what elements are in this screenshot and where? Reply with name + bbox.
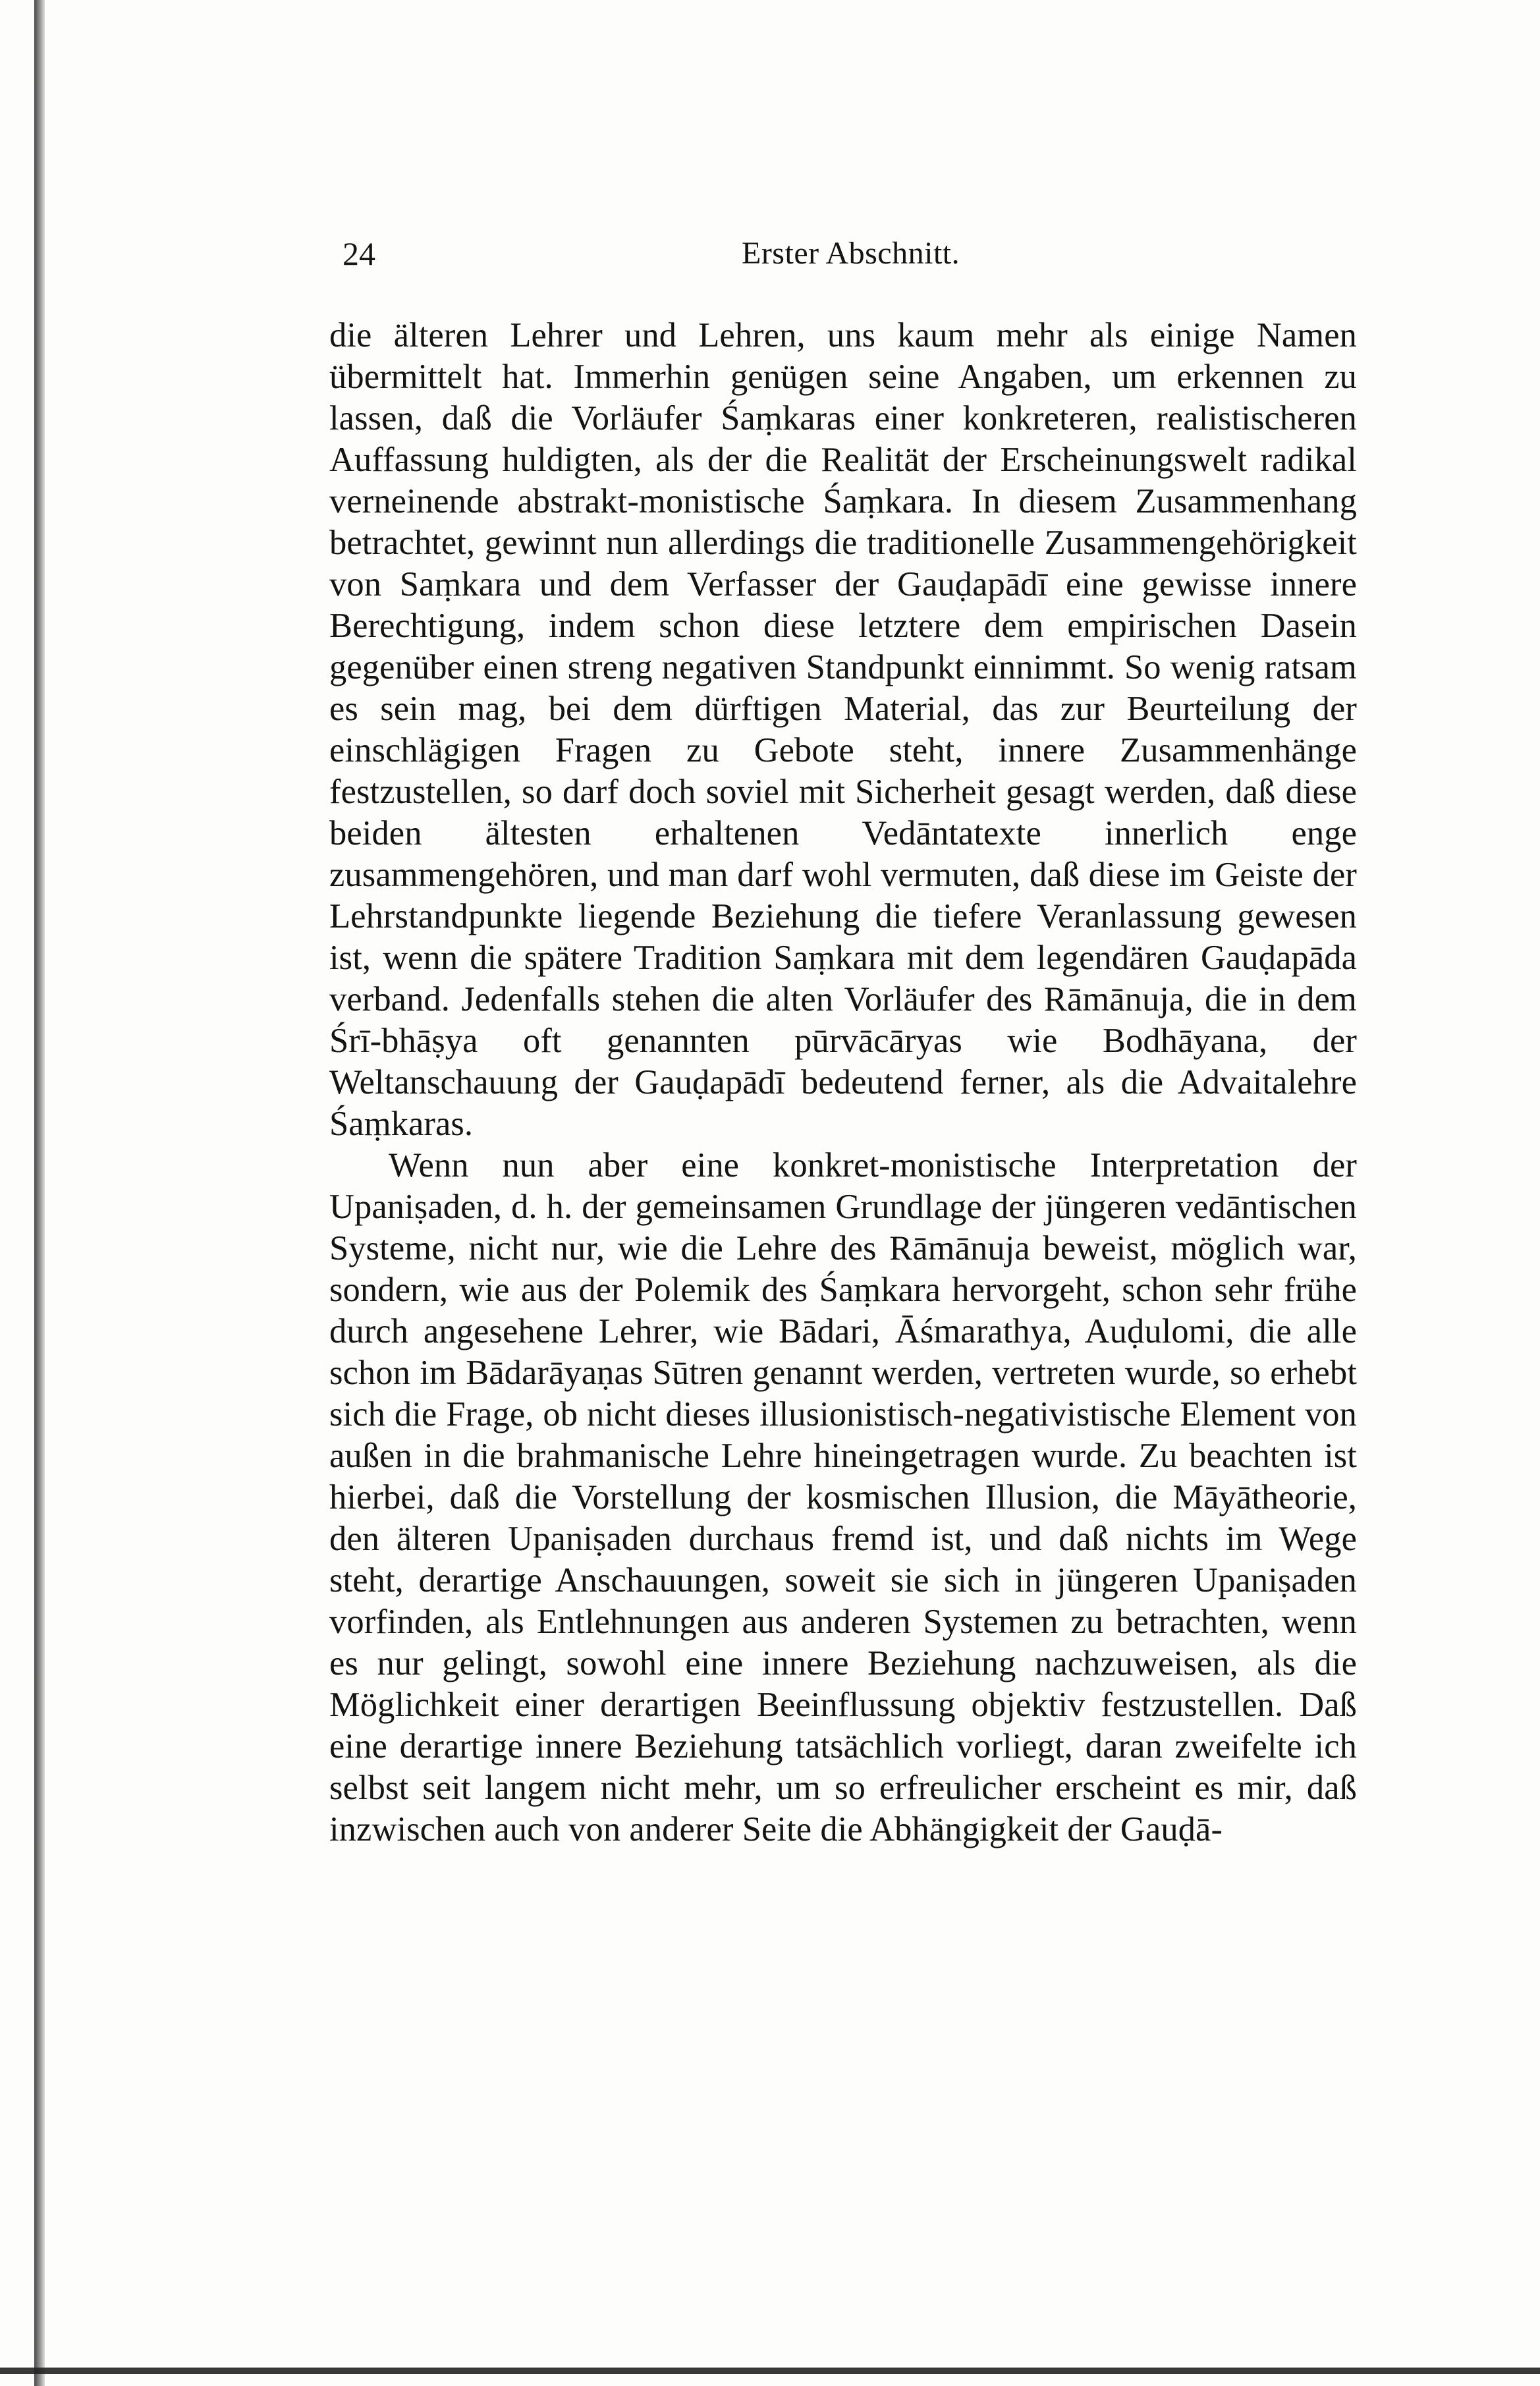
body-text: [329, 315, 1357, 1850]
section-title: Erster Abschnitt.: [742, 236, 960, 271]
scan-edge-bottom: [0, 2368, 1540, 2374]
paragraph-1: die älteren Lehrer und Lehren, uns kaum mehr als einige Namen übermittelt hat. Immerhin genügen seine Angaben, um erkennen zu lassen, daß die Vorläufer Śaṃkaras einer konkreteren, realistischeren Auffassung huldigten, als der die Realität der Erscheinungswelt radikal verneinende abstrakt-monistische Śaṃkara. In diesem Zusammenhang betrachtet, gewinnt nun allerdings die traditionelle Zusammengehörigkeit von Saṃkara und dem Verfasser der Gauḍapādī eine gewisse innere Berechtigung, indem schon diese letztere dem empirischen Dasein gegenüber einen streng negativen Standpunkt einnimmt. So wenig ratsam es sein mag, bei dem dürftigen Material, das zur Beurteilung der einschlägigen Fragen zu Gebote steht, innere Zusammenhänge festzustellen, so darf doch soviel mit Sicherheit gesagt werden, daß diese beiden ältesten erhaltenen Vedāntatexte innerlich enge zusammengehören, und man darf wohl vermuten, daß diese im Geiste der Lehrstandpunkte liegende Beziehung die tiefere Veranlassung gewesen ist, wenn die spätere Tradition Saṃkara mit dem legendären Gauḍapāda verband. Jedenfalls stehen die alten Vorläufer des Rāmānuja, die in dem Śrī-bhāṣya oft genannten pūrvācāryas wie Bodhāyana, der Weltanschauung der Gauḍapādī bedeutend ferner, als die Advaitalehre Śaṃkaras.: [329, 316, 1357, 1143]
page-number: 24: [343, 235, 375, 272]
paragraph-2: Wenn nun aber eine konkret-monistische Interpretation der Upaniṣaden, d. h. der gemeinsamen Grundlage der jüngeren vedāntischen Systeme, nicht nur, wie die Lehre des Rāmānuja beweist, möglich war, sondern, wie aus der Polemik des Śaṃkara hervorgeht, schon sehr frühe durch angesehene Lehrer, wie Bādari, Āśmarathya, Auḍulomi, die alle schon im Bādarāyaṇas Sūtren genannt werden, vertreten wurde, so erhebt sich die Frage, ob nicht dieses illusionistisch-negativistische Element von außen in die brahmanische Lehre hineingetragen wurde. Zu beachten ist hierbei, daß die Vorstellung der kosmischen Illusion, die Māyātheorie, den älteren Upaniṣaden durchaus fremd ist, und daß nichts im Wege steht, derartige Anschauungen, soweit sie sich in jüngeren Upaniṣaden vorfinden, als Entlehnungen aus anderen Systemen zu betrachten, wenn es nur gelingt, sowohl eine innere Beziehung nachzuweisen, als die Möglichkeit einer derartigen Beeinflussung objektiv festzustellen. Daß eine derartige innere Beziehung tatsächlich vorliegt, daran zweifelte ich selbst seit langem nicht mehr, um so erfreulicher erscheint es mir, daß inzwischen auch von anderer Seite die Abhängigkeit der Gauḍā-: [329, 1146, 1357, 1848]
binding-shadow: [34, 0, 45, 2386]
running-head: [329, 231, 1357, 277]
